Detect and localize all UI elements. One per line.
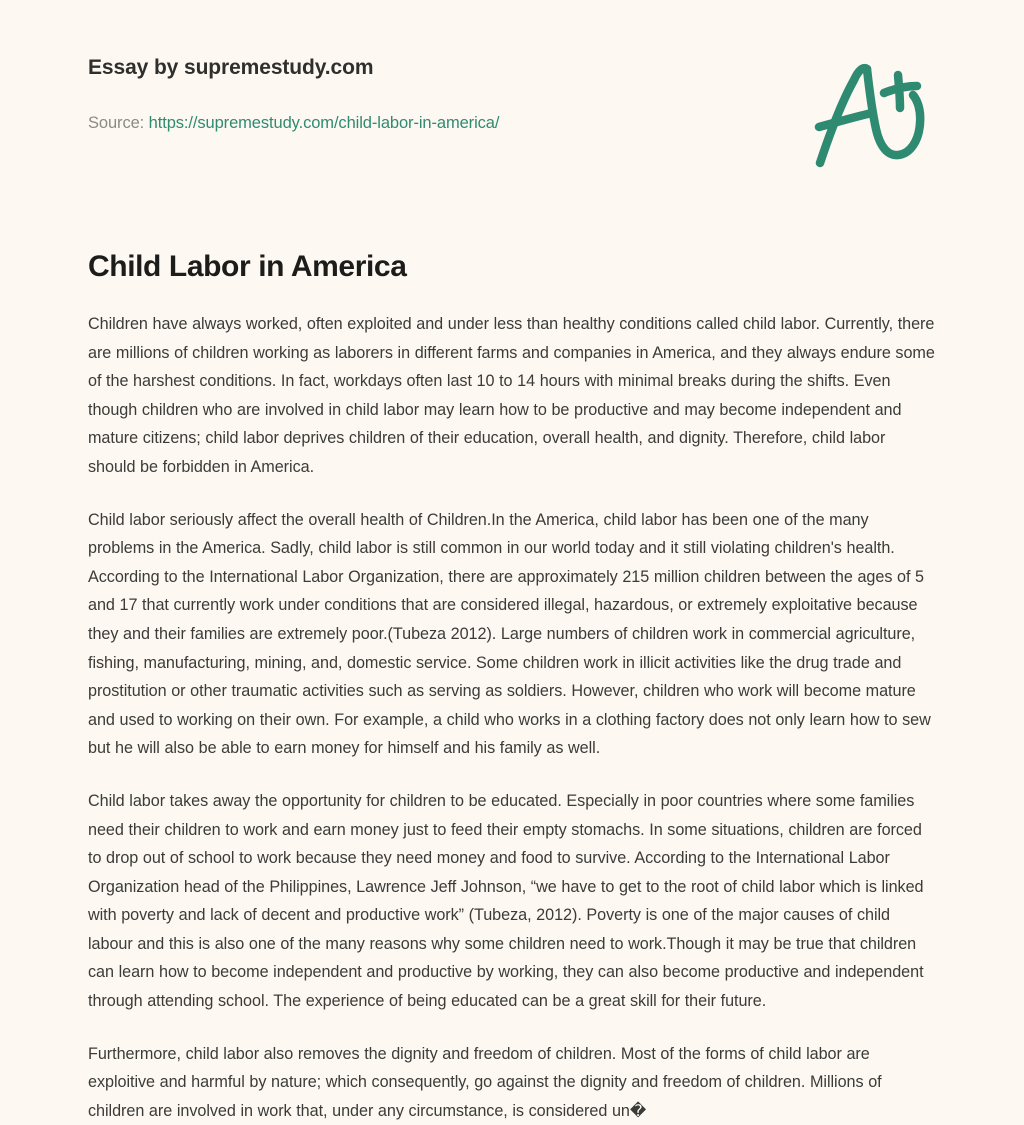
source-line	[88, 114, 499, 133]
paragraph-1: Children have always worked, often exploited and under less than healthy conditions called child labor. Currently, there are millions of children working as laborers in different farms and companies in America, and they always endure some of the harshest conditions. In fact, workdays often last 10 to 14 hours with minimal breaks during the shifts. Even though children who are involved in child labor may learn how to be productive and may become independent and mature citizens; child labor deprives children of their education, overall health, and dignity. Therefore, child labor should be forbidden in America.	[88, 315, 935, 476]
paragraph-2: Child labor seriously affect the overall health of Children.In the America, child labor has been one of the many problems in the America. Sadly, child labor is still common in our world today and it still violating children's health. According to the International Labor Organization, there are approximately 215 million children between the ages of 5 and 17 that currently work under conditions that are considered illegal, hazardous, or extremely exploitative because they and their families are extremely poor.(Tubeza 2012). Large numbers of children work in commercial agriculture, fishing, manufacturing, mining, and, domestic service. Some children work in illicit activities like the drug trade and prostitution or other traumatic activities such as serving as soldiers. However, children who work will become mature and used to working on their own. For example, a child who works in a clothing factory does not only learn how to sew but he will also be able to earn money for himself and his family as well.	[88, 510, 931, 758]
essay-body	[88, 310, 936, 1125]
document-header	[88, 0, 936, 200]
a-plus-logo-icon	[806, 55, 936, 170]
byline: Essay by supremestudy.com	[88, 56, 374, 79]
page-title: Child Labor in America	[88, 250, 407, 283]
paragraph-4: Furthermore, child labor also removes the dignity and freedom of children. Most of the forms of child labor are exploitive and harmful by nature; which consequently, go against the dignity and freedom of children. Millions of children are involved in work that, under any circumstance, is considered un�	[88, 1044, 882, 1120]
source-url-link[interactable]: https://supremestudy.com/child-labor-in-america/	[148, 114, 500, 132]
site-logo[interactable]	[806, 55, 936, 170]
source-label: Source:	[88, 114, 145, 132]
paragraph-3: Child labor takes away the opportunity for children to be educated. Especially in poor countries where some families need their children to work and earn money just to feed their empty stomachs. In some situations, children are forced to drop out of school to work because they need money and food to survive. According to the International Labor Organization head of the Philippines, Lawrence Jeff Johnson, “we have to get to the root of child labor which is linked with poverty and lack of decent and productive work” (Tubeza, 2012). Poverty is one of the major causes of child labour and this is also one of the many reasons why some children need to work.Though it may be true that children can learn how to become independent and productive by working, they can also become productive and independent through attending school. The experience of being educated can be a great skill for their future.	[88, 791, 924, 1011]
